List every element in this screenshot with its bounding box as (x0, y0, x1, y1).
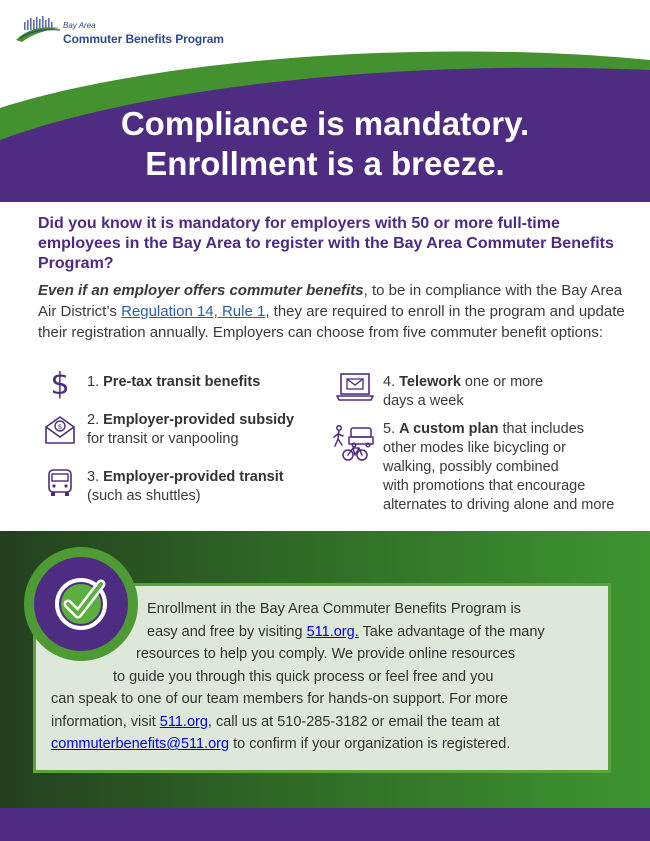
option-5-number: 5. (383, 421, 396, 437)
option-5-detail-line-3: with promotions that encourage (383, 478, 586, 494)
logo-title: Commuter Benefits Program (63, 32, 224, 46)
option-5-detail-line-1: other modes like bicycling or (383, 440, 566, 456)
enroll-line-3: resources to help you comply. We provide online resources (136, 646, 516, 662)
checkmark-badge-icon (22, 545, 140, 663)
option-1-title: Pre-tax transit benefits (103, 374, 261, 390)
option-3-detail: (such as shuttles) (87, 488, 201, 504)
enroll-line-6a: information, visit (51, 714, 160, 730)
headline-line-2: Enrollment is a breeze. (145, 145, 505, 182)
enroll-line-2a: easy and free by visiting (147, 624, 307, 640)
logo-mark-icon (16, 14, 60, 44)
option-3-number: 3. (87, 469, 100, 485)
page-headline (0, 104, 650, 184)
511-link[interactable]: 511.org. (306, 624, 359, 640)
option-5-detail-line-4: alternates to driving alone and more (383, 497, 615, 513)
option-5 (383, 420, 614, 515)
intro-emphasis: Even if an employer offers commuter benefits (38, 282, 364, 299)
regulation-link[interactable]: Regulation 14, Rule 1 (121, 303, 266, 320)
option-4-number: 4. (383, 374, 396, 390)
logo-small-text: Bay Area (63, 21, 96, 30)
option-2-number: 2. (87, 412, 100, 428)
option-2 (87, 411, 294, 449)
enroll-line-6b: , call us at 510-285-3182 or email the team at (207, 714, 500, 730)
intro-text-2: , they are required to enroll in the program and update their registration annually. Employers can choose from five commuter benefit options: (38, 303, 625, 341)
envelope-money-icon (44, 415, 76, 445)
laptop-mail-icon (336, 372, 374, 402)
multimodal-icon (333, 424, 375, 462)
enroll-line-6 (51, 711, 500, 734)
bus-icon (46, 468, 74, 498)
footer-bar (0, 808, 650, 841)
511-link-2[interactable]: 511.org (159, 714, 208, 730)
email-link[interactable]: commuterbenefits@511.org (51, 736, 230, 752)
svg-text:$: $ (50, 367, 70, 400)
dollar-icon (46, 366, 74, 400)
option-2-detail: for transit or vanpooling (87, 431, 239, 447)
option-1 (87, 373, 260, 392)
option-5-detail-inline: that includes (498, 421, 584, 437)
option-4-detail-inline: one or more (460, 374, 544, 390)
program-logo[interactable] (16, 12, 246, 46)
header-banner (0, 0, 650, 202)
enroll-line-5: can speak to one of our team members for hands-on support. For more (51, 691, 508, 707)
option-4 (383, 373, 543, 411)
option-3-title: Employer-provided transit (103, 469, 284, 485)
enroll-line-4: to guide you through this quick process or feel free and you (113, 669, 494, 685)
option-4-detail: days a week (383, 393, 464, 409)
enroll-line-2 (147, 621, 545, 644)
option-3 (87, 468, 284, 506)
intro-text-1: , to be in compliance with the Bay Area Air District’s (38, 282, 623, 320)
intro-question: Did you know it is mandatory for employers with 50 or more full-time employees in the Bay Area to register with the Bay Area Commuter Benefits Program? (38, 215, 614, 272)
svg-text:$: $ (57, 423, 63, 431)
option-1-number: 1. (87, 374, 100, 390)
enroll-line-2b: Take advantage of the many (358, 624, 545, 640)
enroll-line-7b: to confirm if your organization is registered. (229, 736, 511, 752)
option-2-title: Employer-provided subsidy (103, 412, 295, 428)
option-5-detail-line-2: walking, possibly combined (383, 459, 559, 475)
enroll-line-7 (51, 733, 510, 756)
enroll-line-1: Enrollment in the Bay Area Commuter Benefits Program is (147, 601, 521, 617)
intro-paragraph (38, 280, 628, 343)
headline-line-1: Compliance is mandatory. (120, 105, 530, 142)
option-5-title: A custom plan (399, 421, 499, 437)
option-4-title: Telework (399, 374, 461, 390)
